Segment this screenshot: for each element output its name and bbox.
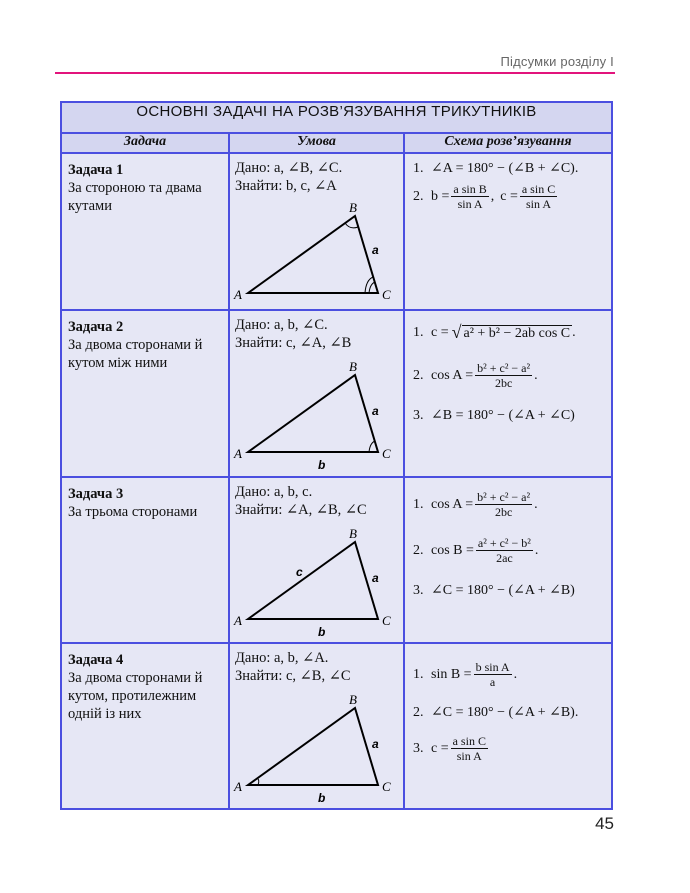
step-formula: ∠C = 180° − (∠A + ∠B). bbox=[431, 705, 579, 720]
given-text: Дано: a, ∠B, ∠C. bbox=[235, 160, 343, 176]
vertex-label-a: A bbox=[234, 613, 242, 628]
task-description: За двома сторонами й кутом між ними bbox=[68, 337, 203, 371]
fraction-numerator: a sin C bbox=[521, 182, 556, 196]
radicand: a² + b² − 2ab cos C bbox=[463, 326, 571, 341]
step-number: 2. bbox=[413, 188, 424, 204]
task-description: За двома сторонами й кутом, протилежним одній із них bbox=[68, 670, 203, 722]
fraction-numerator: a sin C bbox=[452, 734, 486, 748]
fraction-numerator: b² + c² − a² bbox=[477, 490, 531, 504]
fraction-denominator: 2bc bbox=[494, 505, 513, 519]
column-header-task: Задача bbox=[61, 133, 229, 153]
condition-cell bbox=[229, 310, 404, 477]
solution-step bbox=[413, 734, 490, 763]
task-cell bbox=[61, 153, 229, 310]
fraction-denominator: 2ac bbox=[496, 551, 513, 565]
fraction bbox=[475, 490, 532, 519]
table-row bbox=[61, 310, 612, 477]
vertex-label-a: A bbox=[234, 287, 242, 302]
find-text: Знайти: ∠A, ∠B, ∠C bbox=[235, 502, 367, 518]
formula-lhs: cos B = bbox=[431, 542, 474, 558]
formula-lhs: c = bbox=[431, 324, 449, 340]
vertex-label-c: C bbox=[382, 613, 391, 628]
formula-lhs: c = bbox=[500, 188, 518, 204]
task-name: Задача 2 bbox=[68, 319, 124, 335]
radical-sign-icon: √ bbox=[451, 322, 462, 342]
step-number: 2. bbox=[413, 704, 424, 720]
formula-lhs: cos A = bbox=[431, 367, 474, 383]
given-text: Дано: a, b, ∠C. bbox=[235, 317, 328, 333]
side-label-b: b bbox=[318, 458, 326, 472]
solution-step bbox=[413, 704, 578, 721]
step-formula: ∠C = 180° − (∠A + ∠B) bbox=[431, 583, 575, 598]
fraction-numerator: b² + c² − a² bbox=[477, 361, 531, 375]
scheme-cell bbox=[404, 310, 612, 477]
triangle-diagram bbox=[230, 311, 405, 478]
task-name: Задача 4 bbox=[68, 652, 124, 668]
task-name: Задача 3 bbox=[68, 486, 124, 502]
triangle-diagram bbox=[230, 478, 405, 644]
summary-table bbox=[60, 101, 613, 810]
table-row bbox=[61, 153, 612, 310]
given-text: Дано: a, b, ∠A. bbox=[235, 650, 329, 666]
table-row bbox=[61, 477, 612, 643]
condition-cell bbox=[229, 477, 404, 643]
step-number: 3. bbox=[413, 407, 424, 423]
fraction bbox=[475, 361, 532, 390]
formula-lhs: cos A = bbox=[431, 496, 474, 512]
solution-step bbox=[413, 182, 559, 211]
vertex-label-b: B bbox=[349, 200, 357, 215]
scheme-cell bbox=[404, 643, 612, 809]
step-number: 3. bbox=[413, 740, 424, 756]
square-root bbox=[452, 323, 573, 342]
formula-lhs: b = bbox=[431, 188, 450, 204]
fraction-numerator: a sin B bbox=[453, 182, 487, 196]
find-text: Знайти: c, ∠B, ∠C bbox=[235, 668, 351, 684]
vertex-label-a: A bbox=[234, 779, 242, 794]
formula-lhs: c = bbox=[431, 740, 449, 756]
fraction bbox=[451, 182, 488, 211]
fraction bbox=[451, 734, 488, 763]
formula-tail: . bbox=[513, 666, 518, 682]
solution-step bbox=[413, 160, 578, 177]
task-cell bbox=[61, 310, 229, 477]
fraction-denominator: sin A bbox=[526, 197, 552, 211]
fraction-denominator: sin A bbox=[456, 749, 482, 763]
solution-step bbox=[413, 361, 538, 390]
fraction-numerator: b sin A bbox=[475, 660, 510, 674]
step-number: 1. bbox=[413, 324, 424, 340]
table-title: ОСНОВНІ ЗАДАЧІ НА РОЗВ’ЯЗУВАННЯ ТРИКУТНИКІВ bbox=[61, 102, 612, 133]
condition-cell bbox=[229, 643, 404, 809]
solution-step bbox=[413, 490, 538, 519]
find-text: Знайти: c, ∠A, ∠B bbox=[235, 335, 352, 351]
vertex-label-b: B bbox=[349, 359, 357, 374]
fraction bbox=[476, 536, 533, 565]
page-number: 45 bbox=[595, 814, 614, 833]
column-header-condition: Умова bbox=[229, 133, 404, 153]
vertex-label-c: C bbox=[382, 779, 391, 794]
scheme-cell bbox=[404, 153, 612, 310]
side-label-a: a bbox=[372, 571, 379, 585]
running-head: Підсумки розділу І bbox=[500, 54, 614, 69]
side-label-b: b bbox=[318, 791, 326, 805]
formula-tail: . bbox=[534, 367, 538, 383]
solution-step bbox=[413, 660, 517, 689]
step-number: 2. bbox=[413, 542, 424, 558]
task-cell bbox=[61, 643, 229, 809]
vertex-label-b: B bbox=[349, 692, 357, 707]
side-label-a: a bbox=[372, 737, 379, 751]
side-label-c: c bbox=[296, 565, 303, 579]
formula-tail: . bbox=[572, 324, 576, 340]
triangle-diagram bbox=[230, 644, 405, 810]
step-number: 1. bbox=[413, 496, 424, 512]
fraction bbox=[474, 660, 512, 689]
step-formula: ∠A = 180° − (∠B + ∠C). bbox=[431, 161, 579, 176]
task-description: За стороною та двама кутами bbox=[68, 180, 202, 214]
fraction-denominator: a bbox=[489, 675, 496, 689]
step-number: 1. bbox=[413, 666, 424, 682]
solution-step bbox=[413, 323, 576, 342]
task-cell bbox=[61, 477, 229, 643]
side-label-a: a bbox=[372, 404, 379, 418]
table-row bbox=[61, 643, 612, 809]
task-description: За трьома сторонами bbox=[68, 504, 198, 520]
formula-lhs: sin B = bbox=[431, 666, 472, 682]
vertex-label-a: A bbox=[234, 446, 242, 461]
scheme-cell bbox=[404, 477, 612, 643]
given-text: Дано: a, b, c. bbox=[235, 484, 313, 500]
step-number: 1. bbox=[413, 160, 424, 176]
formula-tail: . bbox=[534, 542, 539, 558]
vertex-label-c: C bbox=[382, 287, 391, 302]
formula-tail: . bbox=[534, 496, 538, 512]
header-rule bbox=[55, 72, 615, 74]
solution-step bbox=[413, 407, 575, 424]
side-label-a: a bbox=[372, 243, 379, 257]
fraction-denominator: sin A bbox=[457, 197, 483, 211]
solution-step bbox=[413, 536, 538, 565]
find-text: Знайти: b, c, ∠A bbox=[235, 178, 337, 194]
fraction bbox=[520, 182, 557, 211]
side-label-b: b bbox=[318, 625, 326, 639]
step-number: 2. bbox=[413, 367, 424, 383]
step-formula: ∠B = 180° − (∠A + ∠C) bbox=[431, 408, 575, 423]
column-header-scheme: Схема розв’язування bbox=[404, 133, 612, 153]
step-number: 3. bbox=[413, 582, 424, 598]
triangle-diagram bbox=[230, 154, 405, 311]
vertex-label-c: C bbox=[382, 446, 391, 461]
separator: , bbox=[490, 188, 495, 204]
solution-step bbox=[413, 582, 575, 599]
fraction-numerator: a² + c² − b² bbox=[477, 536, 531, 550]
fraction-denominator: 2bc bbox=[494, 376, 513, 390]
vertex-label-b: B bbox=[349, 526, 357, 541]
task-name: Задача 1 bbox=[68, 162, 124, 178]
condition-cell bbox=[229, 153, 404, 310]
